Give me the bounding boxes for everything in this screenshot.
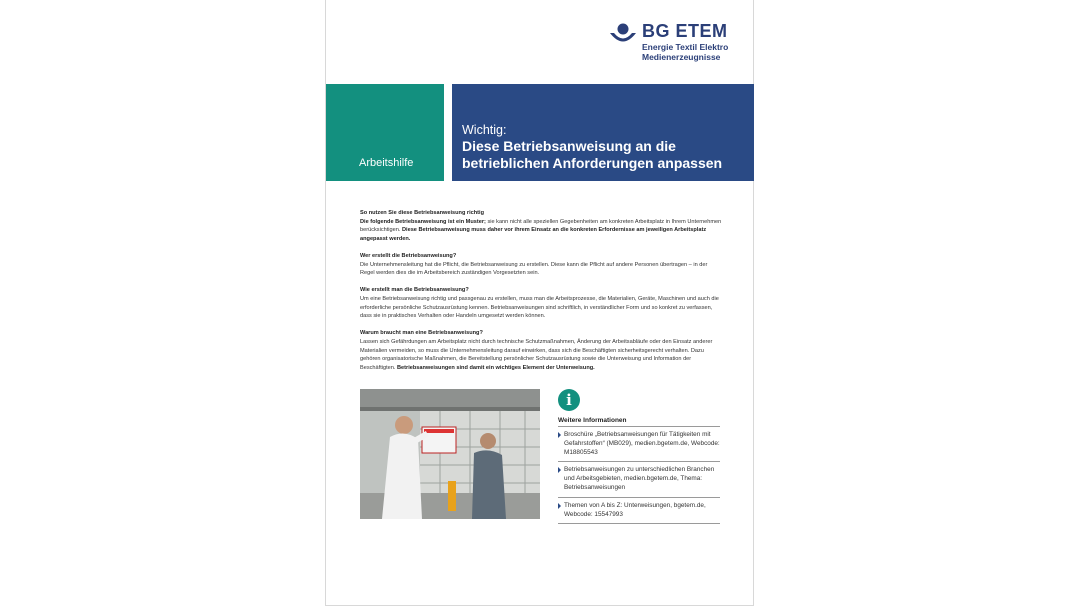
section-heading: So nutzen Sie diese Betriebsanweisung richtig [360, 210, 485, 216]
title-band [452, 84, 754, 181]
section-who: Wer erstellt die Betriebsanweisung? Die Unternehmensleitung hat die Pflicht, die Betriebsanweisung zu erstellen. Diese kann die Pflicht auf andere Personen übertragen – in der Regel werden dies die im Arbeitsbereich zuständigen Vorgesetzten sein. [360, 252, 708, 277]
logo-name: BG ETEM [642, 21, 728, 41]
page-title: Diese Betriebsanweisung an die betrieblichen Anforderungen anpassen [462, 138, 723, 171]
list-item: Broschüre „Betriebsanweisungen für Tätigkeiten mit Gefahrstoffen“ (MB029), medien.bgetem.de, Webcode: M18805543 [558, 426, 720, 461]
list-item: Betriebsanweisungen zu unterschiedlichen Branchen und Arbeitsgebieten, medien.bgetem.de, Thema: Betriebsanweisungen [558, 461, 720, 496]
document-page [325, 0, 754, 606]
info-list [558, 426, 720, 524]
info-icon: i [558, 389, 580, 411]
section-heading: Wer erstellt die Betriebsanweisung? [360, 252, 457, 259]
body-text [360, 209, 722, 381]
category-band [326, 84, 444, 181]
bullet-arrow-icon [558, 467, 561, 473]
section-heading: Wie erstellt man die Betriebsanweisung? [360, 287, 469, 294]
bg-etem-logo [608, 20, 748, 68]
workplace-photo [360, 389, 540, 519]
section-how: Wie erstellt man die Betriebsanweisung? Um eine Betriebsanweisung richtig und passgenau zu erstellen, muss man die Arbeitsprozesse, die Materialien, Geräte, Maschinen und auch die erforderliche persönliche Schutzausrüstung kennen. Betriebsanweisungen sind schriftlich, in verständlicher Form und so konkret zu verfassen, dass sie in praktisches Verhalten oder Handeln umgesetzt werden können. [360, 287, 719, 320]
logo-mark-icon [608, 20, 638, 50]
section-usage: So nutzen Sie diese Betriebsanweisung richtig Die folgende Betriebsanweisung ist ein Muster; sie kann nicht alle speziellen Gegebenheiten am konkreten Arbeitsplatz in Ihrem Unternehmen berücksichtigen. Diese Betriebsanweisung muss daher vor ihrem Einsatz an die konkreten Erfordernisse am jeweiligen Arbeitsplatz angepasst werden. [360, 210, 722, 242]
bullet-arrow-icon [558, 432, 561, 438]
info-title: Weitere Informationen [558, 417, 627, 424]
category-label: Arbeitshilfe [359, 157, 414, 169]
logo-subtitle: Energie Textil Elektro Medienerzeugnisse [642, 42, 729, 62]
bullet-arrow-icon [558, 503, 561, 509]
section-heading: Warum braucht man eine Betriebsanweisung? [360, 330, 483, 337]
title-kicker: Wichtig: [462, 123, 507, 137]
section-why: Warum braucht man eine Betriebsanweisung? Lassen sich Gefährdungen am Arbeitsplatz nicht durch technische Schutzmaßnahmen, Änderung der Arbeitsabläufe oder den Einsatz anderer Materialien vermeiden, so muss die Unternehmensleitung darauf einwirken, dass sich die Beschäftigten sicherheitsgerecht verhalten. Dazu gehören organisatorische Maßnahmen, die Bereitstellung persönlicher Schutzausrüstung sowie die Unterweisung und Information der Beschäftigten. Betriebsanweisungen sind damit ein wichtiges Element der Unterweisung. [360, 330, 713, 371]
list-item: Themen von A bis Z: Unterweisungen, bgetem.de, Webcode: 15547993 [558, 497, 720, 525]
